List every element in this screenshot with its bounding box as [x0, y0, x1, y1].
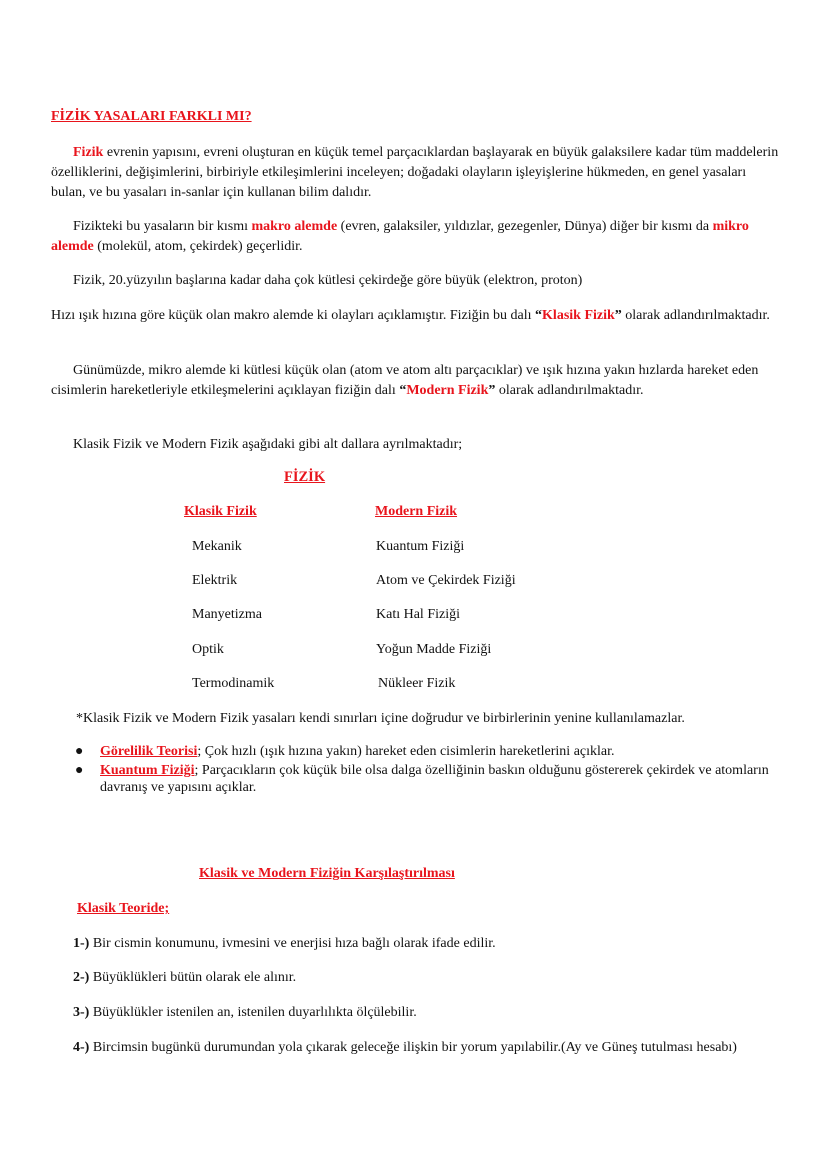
modern-branch: Nükleer Fizik [378, 676, 456, 691]
modern-branch: Yoğun Madde Fiziği [376, 642, 492, 657]
intro-text: evrenin yapısını, evreni oluşturan en küçük temel parçacıklardan başlayarak en büyük galaksilere kadar tüm maddelerin özelliklerini, değişimlerini, birbiriyle etkileşimlerini inceleyen; doğadaki olayların işleyişlerine hükmeden, en genel yasaları bulan, ve bu yasaları in-sanlar için kullanan bilim dalıdır. [51, 145, 779, 200]
bullet-icon: ● [75, 763, 84, 778]
list-item [75, 762, 785, 796]
intro-term: Fizik [73, 145, 104, 160]
modern-text-1: Günümüzde, mikro alemde ki kütlesi küçük olan (atom ve atom altı parçacıklar) ve ışık hızına yakın hızlarda hareket eden cisimlerin hareketleriyle etkileşmelerini açıklayan fiziğin dalı [51, 363, 759, 398]
list-item [51, 968, 781, 988]
realms-paragraph [51, 217, 781, 257]
list-item [75, 743, 785, 760]
item-number: 3-) [73, 1005, 90, 1020]
bullet-text: ; Çok hızlı (ışık hızına yakın) hareket eden cisimlerin hareketlerini açıklar. [197, 744, 615, 759]
classical-branch: Termodinamik [192, 676, 275, 691]
classical-term: Klasik Fizik [542, 308, 615, 323]
modern-paragraph [51, 361, 781, 401]
classical-close-quote: ” [614, 308, 622, 323]
modern-column-head: Modern Fizik [375, 504, 458, 519]
realms-text-3: (molekül, atom, çekirdek) geçerlidir. [93, 239, 303, 254]
bullet-term: Kuantum Fiziği [100, 763, 195, 778]
makro-term: makro alemde [251, 219, 338, 234]
classical-branch: Optik [192, 642, 224, 657]
classical-paragraph [51, 306, 781, 326]
classical-branch: Elektrik [192, 573, 238, 588]
modern-close-quote: ” [488, 383, 496, 398]
classical-open-quote: “ [535, 308, 543, 323]
modern-text-2: olarak adlandırılmaktadır. [495, 383, 644, 398]
comparison-title: Klasik ve Modern Fiziğin Karşılaştırılması [199, 866, 455, 881]
item-text: Büyüklükleri bütün olarak ele alınır. [89, 970, 297, 985]
item-number: 4-) [73, 1040, 90, 1055]
branches-intro: Klasik Fizik ve Modern Fizik aşağıdaki gibi alt dallara ayrılmaktadır; [73, 437, 463, 452]
classical-text-1: Hızı ışık hızına göre küçük olan makro alemde ki olayları açıklamıştır. Fiziğin bu dalı [51, 308, 536, 323]
bullet-term: Görelilik Teorisi [100, 744, 198, 759]
classical-branch: Mekanik [192, 539, 242, 554]
theory-bullet-list [75, 743, 785, 798]
modern-term: Modern Fizik [406, 383, 489, 398]
realms-text-2: (evren, galaksiler, yıldızlar, gezegenler, Dünya) diğer bir kısmı da [337, 219, 713, 234]
classical-theory-title: Klasik Teoride; [77, 901, 170, 916]
item-text: Bircimsin bugünkü durumundan yola çıkarak geleceğe ilişkin bir yorum yapılabilir.(Ay ve Güneş tutulması hesabı) [89, 1040, 737, 1055]
list-item [51, 1038, 781, 1058]
item-number: 1-) [73, 936, 90, 951]
item-text: Bir cismin konumunu, ivmesini ve enerjisi hıza bağlı olarak ifade edilir. [89, 936, 496, 951]
mikro-term: mikro alemde [51, 219, 749, 254]
realms-text-1: Fizikteki bu yasaların bir kısmı [73, 219, 252, 234]
item-text: Büyüklükler istenilen an, istenilen duyarlılıkta ölçülebilir. [89, 1005, 417, 1020]
century-paragraph: Fizik, 20.yüzyılın başlarına kadar daha çok kütlesi çekirdeğe göre büyük (elektron, proton) [73, 273, 583, 288]
classical-column-head: Klasik Fizik [184, 504, 257, 519]
modern-branch: Kuantum Fiziği [376, 539, 465, 554]
classical-branch: Manyetizma [192, 607, 262, 622]
list-item [51, 1003, 781, 1023]
classical-text-2: olarak adlandırılmaktadır. [621, 308, 770, 323]
intro-paragraph [51, 143, 781, 203]
bullet-text: ; Parçacıkların çok küçük bile olsa dalga özelliğinin baskın olduğunu göstererek çekirdek ve atomların davranış ve yapısını açıklar. [100, 763, 769, 795]
laws-note: *Klasik Fizik ve Modern Fizik yasaları kendi sınırları içine doğrudur ve birbirlerinin yenine kullanılamazlar. [76, 711, 685, 726]
tree-root: FİZİK [284, 469, 326, 485]
modern-open-quote: “ [399, 383, 407, 398]
modern-branch: Atom ve Çekirdek Fiziği [376, 573, 516, 588]
bullet-icon: ● [75, 744, 84, 759]
page-title: FİZİK YASALARI FARKLI MI? [51, 109, 252, 124]
modern-branch: Katı Hal Fiziği [376, 607, 460, 622]
item-number: 2-) [73, 970, 90, 985]
list-item [51, 934, 781, 954]
